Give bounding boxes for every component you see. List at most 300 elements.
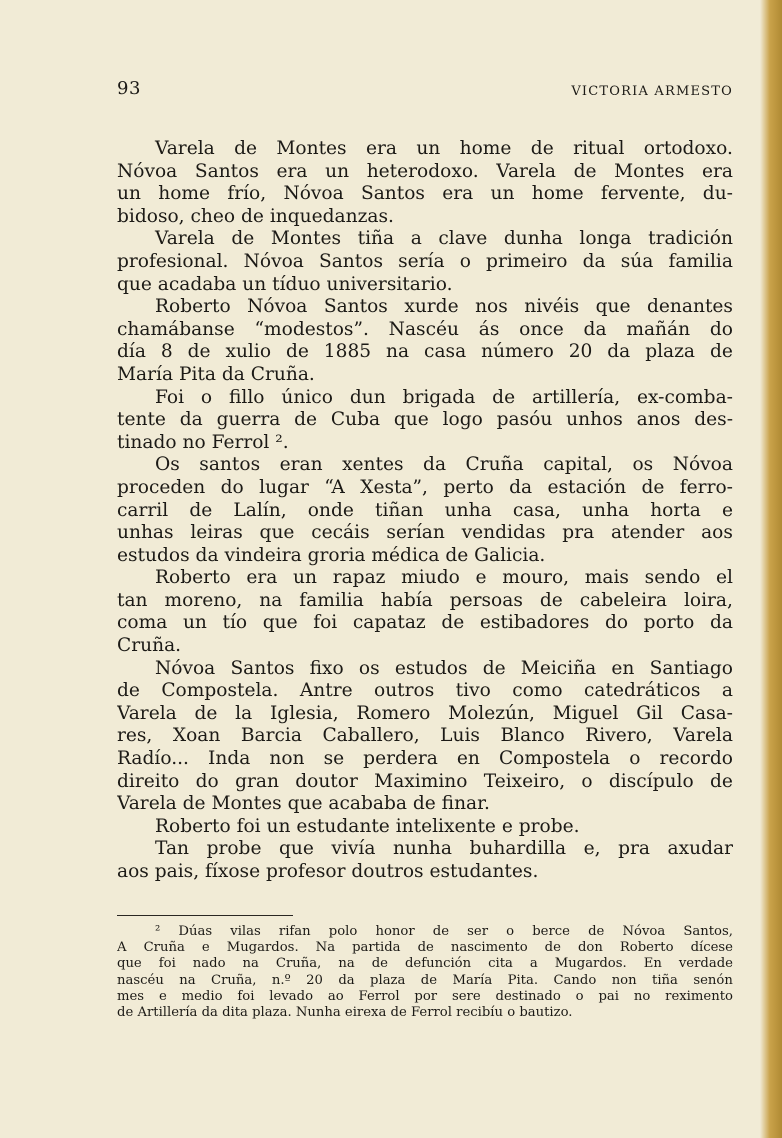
word: nascimento [450,940,528,956]
word: dícese [690,940,733,956]
word: senón [693,972,733,988]
word: En [643,956,662,972]
text-line [117,771,733,794]
text-line [117,680,733,703]
word: home [531,183,584,205]
word: estación [547,476,627,498]
text-line [117,545,733,568]
word: cita [488,956,513,972]
word: de [371,956,388,972]
word: Os [155,454,180,476]
word: o [575,988,584,1004]
word: Varela [496,160,556,182]
word: des- [694,409,733,431]
text-line [117,161,733,184]
text-line [117,658,733,681]
word: era [246,567,278,589]
word: que [117,956,142,972]
word: direito [117,770,180,792]
word: Molezún, [448,702,535,724]
word: na [338,956,355,972]
word: unha [444,499,492,521]
word: o [581,770,593,792]
text-line [117,274,733,297]
word: de [709,770,733,792]
word: Montes [270,228,342,250]
word: Radío... [117,748,189,770]
word: dun [349,386,386,408]
word: horta [650,499,701,521]
text-line-text: aos pais, fíxose profesor doutros estudantes. [117,861,539,882]
word: a [721,680,733,702]
word: nivéis [524,296,580,318]
footnote-line [117,989,733,1005]
word: nado [192,956,226,972]
page-edge [760,0,782,1138]
word: du- [702,183,733,205]
word: Romero [356,702,431,724]
word: de [117,680,140,702]
word: o [629,748,641,770]
word: porto [643,612,695,634]
word: tiñan [375,499,424,521]
word: Iglesia, [269,702,339,724]
word: casa, [512,499,561,521]
word: el [716,567,733,589]
text-line [117,838,733,861]
word: defunción [404,956,472,972]
word: mes [117,988,145,1004]
word: Maximino [374,770,468,792]
word: gran [235,770,279,792]
word: Nóvoa [155,657,216,679]
word: Na [315,940,336,956]
word: de [189,499,213,521]
word: anos [636,409,681,431]
word: tente [117,409,166,431]
word: rifan [278,924,311,939]
word: Santos [230,657,295,679]
word: ritual [573,138,625,159]
word: da [179,409,203,431]
text-line [117,816,733,839]
word: Caballero, [322,725,420,747]
word: por [414,988,438,1004]
word: Santos [194,160,259,182]
text-line [117,725,733,748]
word: ser [467,924,489,939]
text-line-text: que acadaba un tíduo universitario. [117,273,453,295]
word: Miguel [552,702,619,724]
word: recordo [659,748,733,770]
word: Casa- [680,702,733,724]
word: era [442,183,474,205]
word: Montes [614,160,685,182]
word: atender [610,522,685,544]
word: Foi [155,386,185,408]
word: “modestos”. [254,318,369,340]
word: único [281,386,333,408]
word: denantes [647,296,733,318]
word: de [285,341,309,363]
word: ás [478,318,500,340]
running-head: VICTORIA ARMESTO [571,84,733,99]
word: do [195,770,219,792]
word: levado [269,988,314,1004]
word: pai [598,988,619,1004]
word: Varela [117,702,177,724]
word: Lalín, [233,499,287,521]
word: un [117,183,141,205]
text-line [117,364,733,387]
word: Santos [360,183,425,205]
word: proceden [117,476,206,498]
word: coma [117,612,168,634]
footnote-line-text: de Artillería da dita plaza. Nunha eirexa de Ferrol recibíu o bautizo. [117,1004,573,1020]
word: cecáis [311,522,370,544]
word: ao [327,988,344,1004]
word: non [611,972,637,988]
word: rapaz [332,567,386,589]
word: xentes [342,454,404,476]
word: medio [181,988,223,1004]
word: tan [117,589,148,611]
word: tiña [357,228,395,250]
word: loira, [683,589,733,611]
text-line [117,251,733,274]
word: na [242,956,259,972]
word: e [475,567,487,589]
word: ferro- [679,476,733,498]
word: xulio [225,341,272,363]
word: estibadores [479,612,590,634]
word: María [452,972,493,988]
word: Inda [208,748,251,770]
text-line [117,409,733,432]
word: Barcia [240,725,302,747]
word: probe [206,838,262,860]
word: profesional. [117,250,229,272]
word: da [423,454,447,476]
text-line-text: tinado no Ferrol ². [117,431,289,453]
text-line [117,748,733,771]
text-line [117,567,733,590]
word: Antre [299,680,353,702]
word: familia [668,250,733,272]
footnote-line [117,924,733,940]
word: Nóvoa [622,924,666,939]
word: tiña [652,972,678,988]
word: guerra [216,409,281,431]
word: como [512,680,563,702]
word: día [117,341,146,363]
word: Mugardos. [554,956,627,972]
text-line [117,319,733,342]
word: perdera [363,748,438,770]
word: de [187,341,211,363]
word: ortodoxo. [643,138,733,159]
word: Rivero, [585,725,653,747]
text-line [117,206,733,229]
word: 20 [306,972,323,988]
word: catedráticos [584,680,701,702]
word: Nóvoa [117,160,178,182]
word: Blanco [500,725,565,747]
word: outros [374,680,435,702]
word: non [269,748,305,770]
word: en [456,748,480,770]
word: e [721,499,733,521]
page-header [117,78,733,102]
word: un [416,138,441,159]
word: de [709,341,733,363]
word: do [220,476,244,498]
word: chamábanse [117,318,235,340]
word: Ferrol [358,988,400,1004]
word: pra [618,838,651,860]
word: de [417,940,434,956]
word: o [200,386,213,408]
word: era [276,160,308,182]
word: Montes [276,138,347,159]
word: a [529,956,538,972]
word: que [279,838,314,860]
word: home [158,183,211,205]
text-line [117,387,733,410]
word: foi [313,612,338,634]
word: da [582,250,606,272]
word: Cruña [465,454,524,476]
word: e [158,988,167,1004]
word: do [604,612,629,634]
text-line [117,432,733,455]
word: no [633,988,651,1004]
word: ² [155,924,161,939]
word: de [234,138,258,159]
word: Compostela. [161,680,279,702]
text-line [117,477,733,500]
word: clave [438,228,488,250]
word: Varela [673,725,733,747]
word: casa [424,341,467,363]
word: persoas [449,589,523,611]
word: artillería, [531,386,621,408]
word: santos [199,454,261,476]
text-line-text: María Pita da Cruña. [117,363,315,385]
word: que [393,409,429,431]
word: brigada [402,386,476,408]
word: honor [375,924,415,939]
text-line [117,296,733,319]
word: era [365,138,397,159]
word: un [293,567,317,589]
word: de [231,228,255,250]
word: 1885 [323,341,372,363]
word: mais [584,567,629,589]
word: A [117,940,127,956]
word: a [410,228,422,250]
word: Nóvoa [247,296,308,318]
word: Santos [318,250,383,272]
word: os [358,657,380,679]
word: Xoan [172,725,221,747]
word: era [702,160,733,182]
word: primeiro [486,250,568,272]
word: plaza [645,341,696,363]
word: onde [307,499,354,521]
text-line [117,228,733,251]
word: heterodoxo. [366,160,479,182]
word: cabeleira [579,589,667,611]
word: polo [328,924,358,939]
word: Teixeiro, [483,770,566,792]
word: na [179,972,196,988]
word: un [182,612,207,634]
word: de [492,386,516,408]
word: Santiago [649,657,733,679]
word: perto [443,476,494,498]
word: verdade [678,956,733,972]
word: Cruña [143,940,185,956]
word: res, [117,725,153,747]
word: Nóvoa [243,250,304,272]
word: de [420,972,438,988]
text-line [117,138,733,161]
word: mouro, [502,567,570,589]
word: de [482,657,506,679]
word: de [641,476,665,498]
word: Santos [323,296,388,318]
word: foi [237,988,255,1004]
word: que [595,296,631,318]
word: aos [701,522,733,544]
word: capital, [543,454,613,476]
word: Nóvoa [672,454,733,476]
word: 8 [160,341,173,363]
text-line [117,454,733,477]
word: leiras [190,522,243,544]
word: frío, [227,183,267,205]
footnotes [117,924,733,1021]
text-line-text: estudos da vindeira groria médica de Galicia. [117,544,546,566]
word: berce [532,924,570,939]
word: destinado [495,988,561,1004]
word: foi [158,956,176,972]
word: fillo [229,386,265,408]
word: de [432,924,449,939]
text-line [117,635,733,658]
word: e, [583,838,601,860]
word: sere [451,988,481,1004]
word: doutor [295,770,358,792]
word: na [386,341,410,363]
word: home [459,138,512,159]
word: dunha [503,228,563,250]
word: de [194,702,218,724]
word: nunha [392,838,452,860]
word: Mugardos. [226,940,299,956]
word: de [544,940,561,956]
word: os [632,454,654,476]
word: Roberto [155,296,231,318]
word: partida [352,940,401,956]
word: axudar [667,838,733,860]
word: xurde [404,296,459,318]
word: Cruña, [275,956,322,972]
word: pasóu [496,409,553,431]
word: reximento [665,988,733,1004]
text-line [117,703,733,726]
text-line-text: Cruña. [117,635,182,657]
word: unha [582,499,630,521]
word: Nascéu [388,318,459,340]
word: número [481,341,554,363]
text-line-text: bidoso, cheo de inquedanzas. [117,205,394,227]
word: de [573,160,597,182]
word: unhos [566,409,623,431]
word: capataz [352,612,426,634]
word: de [530,138,554,159]
text-line [117,861,733,884]
text-line-text: Roberto foi un estudante intelixente e probe. [155,815,580,837]
word: e [201,940,210,956]
word: de [441,612,465,634]
word: súa [620,250,654,272]
page-number: 93 [117,78,141,99]
word: moreno, [164,589,243,611]
word: vendidas [461,522,546,544]
word: Santos, [683,924,733,939]
text-line-text: Varela de Montes que acababa de finar. [117,793,490,815]
body-text [117,138,733,884]
footnote-line [117,956,733,972]
text-line [117,590,733,613]
word: n.º [271,972,291,988]
word: don [577,940,603,956]
word: “A [324,476,345,498]
word: da [509,476,533,498]
word: da [338,972,355,988]
word: pra [562,522,595,544]
word: o [506,924,515,939]
word: de [539,589,563,611]
word: que [259,522,295,544]
word: Cruña, [210,972,257,988]
word: do [709,318,733,340]
word: nos [475,296,508,318]
word: buhardilla [469,838,567,860]
word: carril [117,499,169,521]
word: fervente, [600,183,686,205]
word: da [607,341,631,363]
word: de [294,409,318,431]
word: que [262,612,298,634]
word: familia [299,589,364,611]
word: estudos [394,657,468,679]
word: longa [579,228,632,250]
word: un [325,160,350,182]
word: Compostela [498,748,611,770]
text-line [117,500,733,523]
word: lugar [259,476,309,498]
word: Roberto [155,567,231,589]
word: 20 [568,341,593,363]
word: Luis [440,725,480,747]
word: once [519,318,564,340]
text-line [117,793,733,816]
word: serían [386,522,445,544]
word: o [459,250,471,272]
